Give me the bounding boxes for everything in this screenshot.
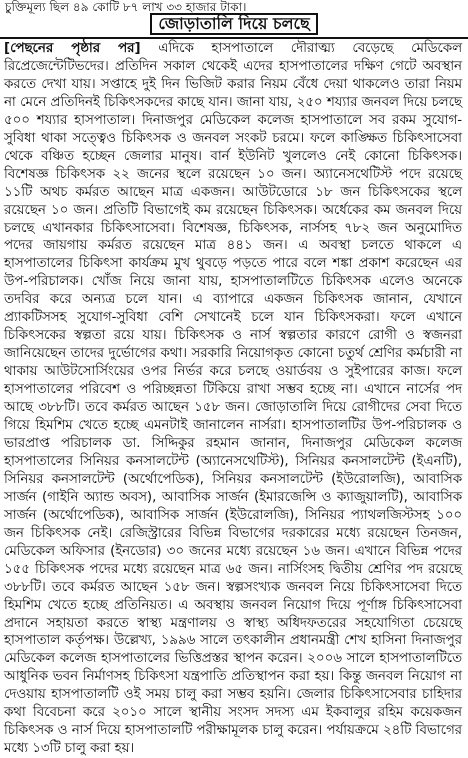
- previous-paragraph-tail: চুক্তিমূল্য ছিল ৪৯ কোটি ৮৭ লাখ ৩৩ হাজার টাকা।: [5, 0, 247, 14]
- article-body-text: এদিকে হাসপাতালে দৌরাত্ম্য বেড়েছে মেডিকেল রিপ্রেজেন্টেটিভদের। প্রতিদিন সকাল থেকেই এদের হাসপাতালের দক্ষিণ গেটে অবস্থান করতে দেখা যায়। সপ্তাহে দুই দিন ভিজিট করার নিয়ম বেঁধে দেয়া থাকলেও তারা নিয়ম না মেনে প্রতিদিনই চিকিৎসকদের কাছে যান। জানা যায়, ২৫০ শয্যার জনবল দিয়ে চলছে ৫০০ শয্যার হাসপাতাল। দিনাজপুর মেডিকেল কলেজ হাসপাতালে সব রকম সুযোগ-সুবিধা থাকা সত্ত্বেও চিকিৎসক ও জনবল সংকট চরমে। ফলে কাঙ্ক্ষিত চিকিৎসাসেবা থেকে বঞ্চিত হচ্ছেন জেলার মানুষ। বার্ন ইউনিট খুললেও নেই কোনো চিকিৎসক। বিশেষজ্ঞ চিকিৎসক ২২ জনের স্থলে রয়েছেন ১০ জন। অ্যানেসথেটিস্ট পদে রয়েছে ১১টি অথচ কর্মরত আছেন মাত্র একজন। আউটডোরে ১৮ জন চিকিৎসকের স্থলে রয়েছেন ১০ জন। প্রতিটি বিভাগেই কম রয়েছেন চিকিৎসক। অর্ধেকের কম জনবল দিয়ে চলছে এখানকার চিকিৎসাসেবা। বিশেষজ্ঞ, চিকিৎসক, নার্সসহ ৭৮২ জন অনুমোদিত পদের জায়গায় কর্মরত রয়েছেন মাত্র ৪৪১ জন। এ অবস্থা চলতে থাকলে এ হাসপাতালের চিকিৎসা কার্যক্রম মুখ থুবড়ে পড়তে পারে বলে শঙ্কা প্রকাশ করেছেন এর উপ-পরিচালক। খোঁজ নিয়ে জানা যায়, হাসপাতালটিতে চিকিৎসক এলেও অনেকে তদবির করে অন্যত্র চলে যান। এ ব্যাপারে একজন চিকিৎসক জানান, যেখানে প্র্যাকটিসসহ সুযোগ-সুবিধা বেশি সেখানেই চলে যান চিকিৎসকরা। ফলে এখানে চিকিৎসকের স্বল্পতা রয়ে যায়। চিকিৎসক ও নার্স স্বল্পতার কারণে রোগী ও স্বজনরা জানিয়েছেন তাদের দুর্ভোগের কথা। সরকারি নিয়োগকৃত কোনো চতুর্থ শ্রেণির কর্মচারী না থাকায় আউটসোর্সিংয়ের ওপর নির্ভর করে চলছে ওয়ার্ডবয় ও সুইপারের কাজ। ফলে হাসপাতালের পরিবেশ ও পরিচ্ছন্নতা টিকিয়ে রাখা সম্ভব হচ্ছে না। এখানে নার্সের পদ আছে ৩৮৮টি। তবে কর্মরত আছেন ১৫৮ জন। জোড়াতালি দিয়ে রোগীদের সেবা দিতে গিয়ে হিমশিম খেতে হচ্ছে এমনটাই জানালেন নার্সরা। হাসপাতালটির উপ-পরিচালক ও ভারপ্রাপ্ত পরিচালক ডা. সিদ্দিকুর রহমান জানান, দিনাজপুর মেডিকেল কলেজ হাসপাতালের সিনিয়র কনসালটেন্ট (অ্যানেসথেটিস্ট), সিনিয়র কনসালটেন্ট (ইএনটি), সিনিয়র কনসালটেন্ট (অর্থোপেডিক), সিনিয়র কনসালটেন্ট (ইউরোলজি), আবাসিক সার্জন (গাইনি অ্যান্ড অবস), আবাসিক সার্জন (ইমারজেন্সি ও ক্যাজুয়ালটি), আবাসিক সার্জন (অর্থোপেডিক), আবাসিক সার্জন (ইউরোলজি), সিনিয়র প্যাথলজিস্টসহ ১০০ জন চিকিৎসক নেই। রেজিস্ট্রারের বিভিন্ন বিভাগের দরকারের মধ্যে রয়েছেন তিনজন, মেডিকেল অফিসার (ইনডোর) ৩০ জনের মধ্যে রয়েছেন ১৬ জন। এখানে বিভিন্ন পদের ১৫৫ চিকিৎসক পদের মধ্যে রয়েছেন মাত্র ৬৫ জন। নার্সিংসহ দ্বিতীয় শ্রেণির পদ রয়েছে ৩৮৮টি। তবে কর্মরত আছেন ১৫৮ জন। স্বল্পসংখ্যক জনবল নিয়ে চিকিৎসাসেবা দিতে হিমশিম খেতে হচ্ছে প্রতিনিয়ত। এ অবস্থায় জনবল নিয়োগ দিয়ে পূর্ণাঙ্গ চিকিৎসাসেবা প্রদানে সহায়তা করতে স্বাস্থ্য মন্ত্রণালয় ও স্বাস্থ্য অধিদফতরের সহযোগিতা চেয়েছে হাসপাতাল কর্তৃপক্ষ। উল্লেখ্য, ১৯৯৬ সালে তৎকালীন প্রধানমন্ত্রী শেখ হাসিনা দিনাজপুর মেডিকেল কলেজ হাসপাতালের ভিত্তিপ্রস্তর স্থাপন করেন। ২০০৬ সালে হাসপাতালটিতে আধুনিক ভবন নির্মাণসহ চিকিৎসা যন্ত্রপাতি প্রতিস্থাপন করা হয়। কিন্তু জনবল নিয়োগ না দেওয়ায় হাসপাতালটি ওই সময় চালু করা সম্ভব হয়নি। জেলার চিকিৎসাসেবার চাহিদার কথা বিবেচনা করে ২০১০ সালে স্থানীয় সংসদ সদস্য এম ইকবালুর রহিম কয়েকজন চিকিৎসক ও নার্স দিয়ে হাসপাতালটি পরীক্ষামূলক চালু করেন। পর্যায়ক্রমে ২৪টি বিভাগের মধ্যে ১৩টি চালু করা হয়।: [4, 41, 462, 757]
- divider-rule: [0, 37, 468, 39]
- article-body: [4, 40, 462, 757]
- continuation-label: [পেছনের পৃষ্ঠার পর]: [4, 41, 141, 56]
- article-headline: জোড়াতালি দিয়ে চলছে: [150, 13, 318, 35]
